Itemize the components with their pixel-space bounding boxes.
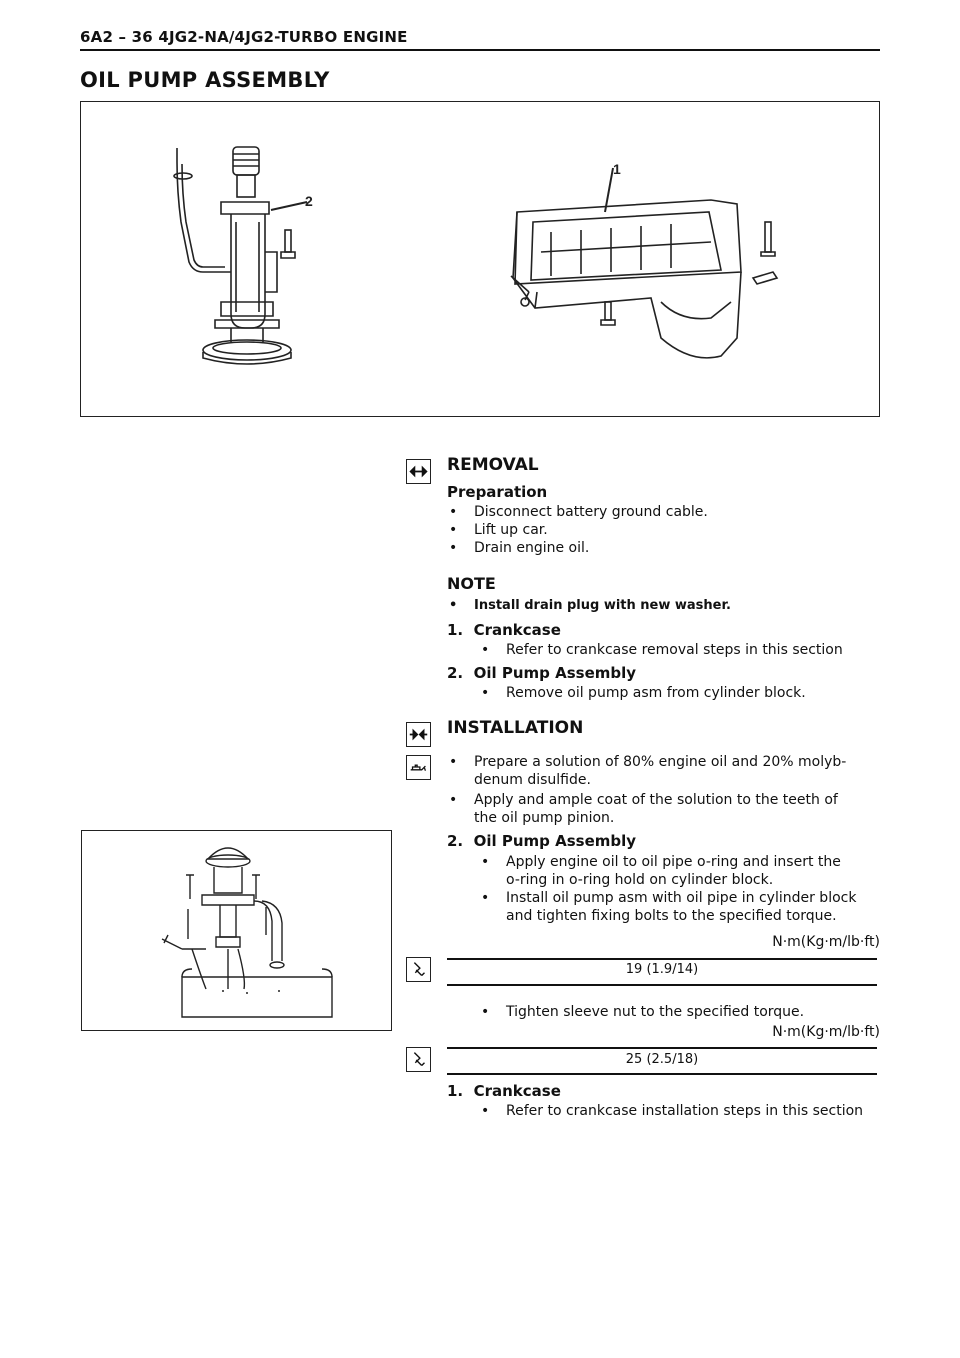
oil-pump-drawing [174, 147, 307, 364]
prep-item: • Drain engine oil. [447, 539, 880, 557]
installation-step-1-item: • Refer to crankcase installation steps in this section [479, 1102, 880, 1120]
installation-step-2-item [479, 889, 880, 925]
installation-heading: INSTALLATION [447, 718, 584, 738]
prep-item: • Lift up car. [447, 521, 880, 539]
step-title: Crankcase [473, 621, 561, 639]
preparation-heading: Preparation [447, 483, 548, 501]
torque-value: 19 (1.9/14) [625, 962, 699, 977]
installation-arrows-icon [406, 722, 431, 747]
installation-step-1 [447, 1082, 561, 1100]
step-number: 2. [447, 664, 464, 682]
oil-can-icon [406, 755, 431, 780]
step-title: Oil Pump Assembly [473, 664, 637, 682]
sleeve-nut-item: • Tighten sleeve nut to the specified torque. [479, 1003, 880, 1021]
item-line: and tighten fixing bolts to the specified torque. [506, 908, 837, 924]
item-line: denum disulfide. [474, 772, 591, 788]
torque-wrench-icon [406, 1047, 431, 1072]
item-line: Apply engine oil to oil pipe o-ring and insert the [506, 854, 841, 870]
step-number: 1. [447, 1082, 464, 1100]
torque-unit: N·m(Kg·m/lb·ft) [772, 1024, 880, 1040]
removal-step-2 [447, 664, 636, 682]
removal-arrows-icon [406, 459, 431, 484]
note-heading: NOTE [447, 574, 496, 593]
page-title: OIL PUMP ASSEMBLY [80, 68, 330, 92]
figure-oil-pump-and-crankcase [80, 101, 880, 417]
removal-step-1 [447, 621, 561, 639]
torque-value: 25 (2.5/18) [625, 1052, 699, 1067]
installation-item [447, 791, 880, 827]
header-rule [80, 49, 880, 51]
installation-step-2 [447, 832, 636, 850]
item-line: Prepare a solution of 80% engine oil and 20% molyb- [474, 754, 847, 770]
callout-2: 2 [305, 193, 313, 209]
figure-oil-pump-installation [81, 830, 392, 1031]
page-header: 6A2 – 36 4JG2-NA/4JG2-TURBO ENGINE [80, 28, 408, 46]
installation-step-2-item [479, 853, 880, 889]
step-number: 1. [447, 621, 464, 639]
torque-rule-top [447, 1047, 877, 1049]
prep-item: • Disconnect battery ground cable. [447, 503, 880, 521]
torque-wrench-icon [406, 957, 431, 982]
item-line: Install oil pump asm with oil pipe in cylinder block [506, 890, 857, 906]
removal-heading: REMOVAL [447, 455, 539, 475]
torque-rule-top [447, 958, 877, 960]
callout-1: 1 [613, 161, 621, 177]
item-line: Apply and ample coat of the solution to the teeth of [474, 792, 838, 808]
crankcase-drawing [511, 168, 777, 358]
step-number: 2. [447, 832, 464, 850]
removal-step-2-item: • Remove oil pump asm from cylinder block. [479, 684, 880, 702]
item-line: the oil pump pinion. [474, 810, 615, 826]
note-item: • Install drain plug with new washer. [447, 597, 880, 615]
item-line: o-ring in o-ring hold on cylinder block. [506, 872, 774, 888]
removal-step-1-item: • Refer to crankcase removal steps in this section [479, 641, 880, 659]
step-title: Crankcase [473, 1082, 561, 1100]
torque-rule-bottom [447, 1073, 877, 1075]
torque-rule-bottom [447, 984, 877, 986]
step-title: Oil Pump Assembly [473, 832, 637, 850]
torque-unit: N·m(Kg·m/lb·ft) [772, 934, 880, 950]
installation-item [447, 753, 880, 789]
